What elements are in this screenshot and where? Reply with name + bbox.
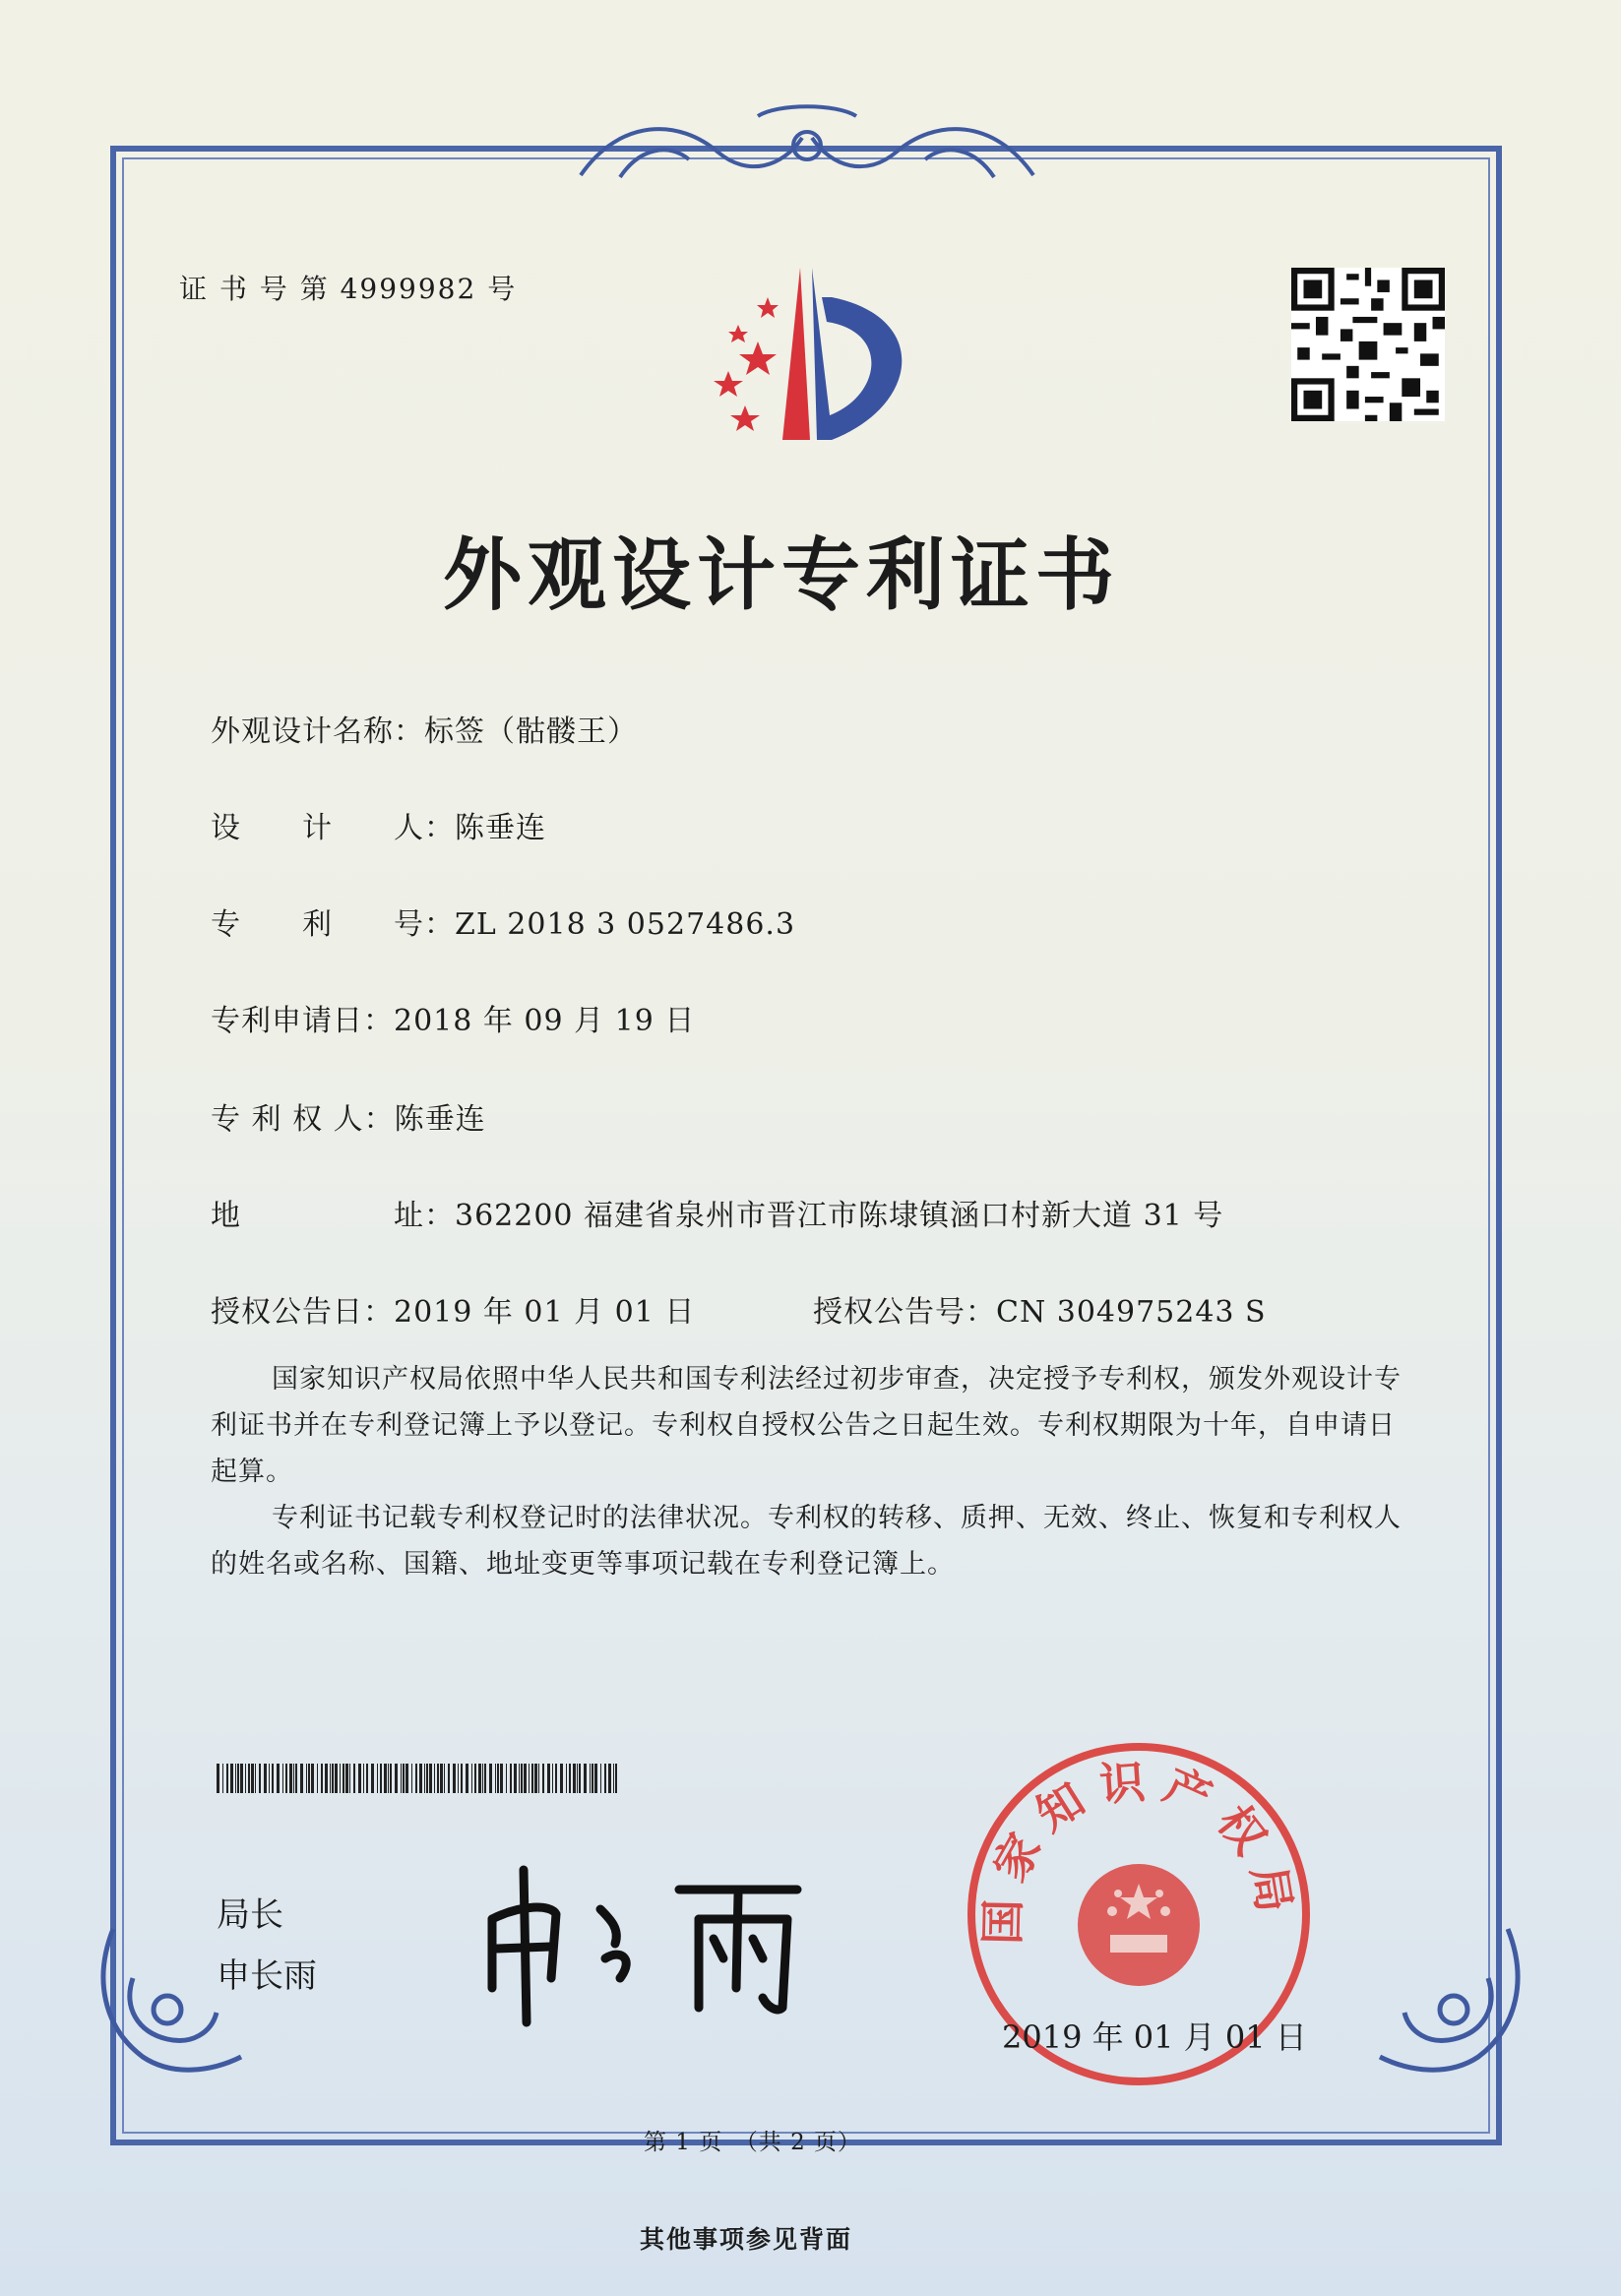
barcode-bar: [240, 1764, 243, 1793]
barcode-bar: [613, 1764, 614, 1793]
barcode-bar: [308, 1764, 310, 1793]
seal-date: 2019 年 01 月 01 日: [1002, 2018, 1307, 2056]
barcode-bar: [264, 1764, 267, 1793]
barcode-bar: [306, 1764, 307, 1793]
barcode-bar: [277, 1764, 280, 1793]
barcode-bar: [542, 1764, 544, 1793]
barcode-bar: [384, 1764, 387, 1793]
barcode-bar: [325, 1764, 328, 1793]
top-ornament-icon: [561, 98, 1053, 197]
barcode-bar: [363, 1764, 364, 1793]
barcode-bar: [293, 1764, 294, 1793]
field-patent-number: [211, 900, 795, 943]
barcode-bar: [235, 1764, 236, 1793]
barcode-bar: [538, 1764, 539, 1793]
barcode-bar: [272, 1764, 274, 1793]
page-number: 第 1 页 （共 2 页）: [644, 2130, 862, 2155]
barcode-bar: [573, 1764, 576, 1793]
patent-emblem-icon: [684, 258, 930, 445]
barcode-bar: [569, 1764, 571, 1793]
barcode-bar: [555, 1764, 557, 1793]
certificate-title: 外观设计专利证书: [443, 529, 1120, 621]
barcode-bar: [440, 1764, 443, 1793]
field-address: [211, 1191, 1223, 1234]
barcode-bar: [484, 1764, 486, 1793]
barcode-bar: [506, 1764, 507, 1793]
barcode-bar: [317, 1764, 318, 1793]
barcode-bar: [495, 1764, 496, 1793]
barcode-bar: [594, 1764, 597, 1793]
barcode-bar: [380, 1764, 382, 1793]
barcode-bar: [300, 1764, 303, 1793]
barcode-bar: [285, 1764, 287, 1793]
barcode-bar: [217, 1764, 219, 1793]
field-value: 陈垂连: [455, 811, 546, 845]
barcode-bar: [366, 1764, 368, 1793]
field-grant-date: [211, 1287, 695, 1331]
barcode-bar: [519, 1764, 520, 1793]
barcode-bar: [377, 1764, 378, 1793]
qr-code: [1291, 268, 1445, 421]
barcode-bar: [321, 1764, 323, 1793]
barcode-bar: [222, 1764, 223, 1793]
barcode-bar: [547, 1764, 550, 1793]
barcode-bar: [335, 1764, 338, 1793]
barcode-bar: [500, 1764, 503, 1793]
barcode-bar: [358, 1764, 361, 1793]
barcode-bar: [282, 1764, 283, 1793]
body-paragraph: 国家知识产权局依照中华人民共和国专利法经过初步审查，决定授予专利权，颁发外观设计专利证书并在专利登记簿上予以登记。专利权自授权公告之日起生效。专利权期限为十年，自申请日起算。: [211, 1364, 1402, 1487]
barcode-bar: [340, 1764, 341, 1793]
barcode-bar: [560, 1764, 563, 1793]
barcode-bar: [259, 1764, 261, 1793]
barcode-bar: [482, 1764, 483, 1793]
barcode-bar: [371, 1764, 374, 1793]
seal-text: 国家知识产权局: [975, 1754, 1304, 1946]
barcode-bar: [426, 1764, 428, 1793]
barcode-bar: [448, 1764, 450, 1793]
barcode-bar: [474, 1764, 476, 1793]
barcode-bar: [466, 1764, 468, 1793]
barcode-bar: [248, 1764, 250, 1793]
field-label: 专 利 号：: [211, 907, 455, 942]
bottom-right-ornament-icon: [1370, 1919, 1537, 2086]
barcode-bar: [388, 1764, 389, 1793]
field-value: 2018 年 09 月 19 日: [394, 1004, 696, 1038]
barcode-bar: [429, 1764, 432, 1793]
barcode-bar: [349, 1764, 350, 1793]
barcode-bar: [608, 1764, 611, 1793]
barcode-bar: [395, 1764, 398, 1793]
barcode-bar: [419, 1764, 422, 1793]
director-name: 申长雨: [217, 1956, 317, 1996]
barcode-bar: [497, 1764, 499, 1793]
barcode-bar: [529, 1764, 530, 1793]
barcode-bar: [230, 1764, 233, 1793]
barcode-bar: [552, 1764, 553, 1793]
field-value: 2019 年 01 月 01 日: [394, 1295, 696, 1330]
barcode-bar: [584, 1764, 587, 1793]
barcode-bar: [411, 1764, 412, 1793]
barcode-bar: [514, 1764, 517, 1793]
director-title: 局长: [217, 1895, 283, 1935]
barcode-bar: [590, 1764, 591, 1793]
barcode-bar: [289, 1764, 292, 1793]
barcode-bar: [604, 1764, 606, 1793]
field-value: 陈垂连: [394, 1102, 486, 1137]
barcode: [217, 1764, 620, 1793]
barcode-bar: [226, 1764, 228, 1793]
barcode-bar: [592, 1764, 593, 1793]
field-label: 授权公告日：: [211, 1295, 394, 1330]
barcode-bar: [524, 1764, 527, 1793]
barcode-bar: [343, 1764, 344, 1793]
barcode-bar: [424, 1764, 425, 1793]
field-label: 专 利 权 人：: [211, 1102, 395, 1137]
barcode-bar: [390, 1764, 392, 1793]
barcode-bar: [405, 1764, 408, 1793]
barcode-bar: [330, 1764, 331, 1793]
barcode-bar: [458, 1764, 459, 1793]
body-paragraph: 专利证书记载专利权登记时的法律状况。专利权的转移、质押、无效、终止、恢复和专利权人的姓名或名称、国籍、地址变更等事项记载在专利登记簿上。: [211, 1503, 1402, 1580]
barcode-bar: [403, 1764, 405, 1793]
field-value: 标签（骷髅王）: [424, 714, 638, 749]
barcode-bar: [471, 1764, 472, 1793]
barcode-bar: [245, 1764, 246, 1793]
field-label: 授权公告号：: [813, 1295, 996, 1330]
field-value: CN 304975243 S: [996, 1295, 1267, 1330]
barcode-bar: [295, 1764, 297, 1793]
barcode-bar: [453, 1764, 456, 1793]
barcode-bar: [531, 1764, 533, 1793]
barcode-bar: [615, 1764, 617, 1793]
barcode-bar: [577, 1764, 578, 1793]
barcode-bar: [251, 1764, 254, 1793]
handwritten-signature: [472, 1850, 827, 2027]
barcode-bar: [332, 1764, 334, 1793]
barcode-bar: [478, 1764, 481, 1793]
barcode-bar: [534, 1764, 537, 1793]
barcode-bar: [255, 1764, 256, 1793]
barcode-bar: [521, 1764, 523, 1793]
field-label: 专利申请日：: [211, 1004, 394, 1038]
bottom-left-ornament-icon: [84, 1919, 251, 2086]
certificate-body-text: [211, 1356, 1421, 1587]
field-application-date: [211, 996, 695, 1039]
barcode-bar: [401, 1764, 402, 1793]
barcode-bar: [461, 1764, 463, 1793]
barcode-bar: [434, 1764, 435, 1793]
field-designer: [211, 803, 546, 846]
barcode-bar: [437, 1764, 439, 1793]
field-label: 设 计 人：: [211, 811, 455, 845]
barcode-bar: [444, 1764, 445, 1793]
barcode-bar: [345, 1764, 348, 1793]
field-label: 外观设计名称：: [211, 714, 424, 749]
barcode-bar: [489, 1764, 492, 1793]
field-value: ZL 2018 3 0527486.3: [455, 907, 796, 942]
barcode-bar: [353, 1764, 355, 1793]
field-design-name: [211, 707, 638, 750]
field-value: 362200 福建省泉州市晋江市陈埭镇涵口村新大道 31 号: [455, 1199, 1224, 1233]
barcode-bar: [566, 1764, 567, 1793]
barcode-bar: [311, 1764, 314, 1793]
field-announcement-number: [813, 1287, 1267, 1331]
barcode-bar: [269, 1764, 270, 1793]
footer-note: 其他事项参见背面: [640, 2225, 853, 2254]
barcode-bar: [510, 1764, 512, 1793]
barcode-bar: [600, 1764, 601, 1793]
certificate-number: 证 书 号 第 4999982 号: [179, 273, 518, 305]
barcode-bar: [415, 1764, 417, 1793]
field-label: 地 址：: [211, 1199, 455, 1233]
barcode-bar: [237, 1764, 239, 1793]
barcode-bar: [579, 1764, 581, 1793]
field-patentee: [211, 1094, 486, 1138]
